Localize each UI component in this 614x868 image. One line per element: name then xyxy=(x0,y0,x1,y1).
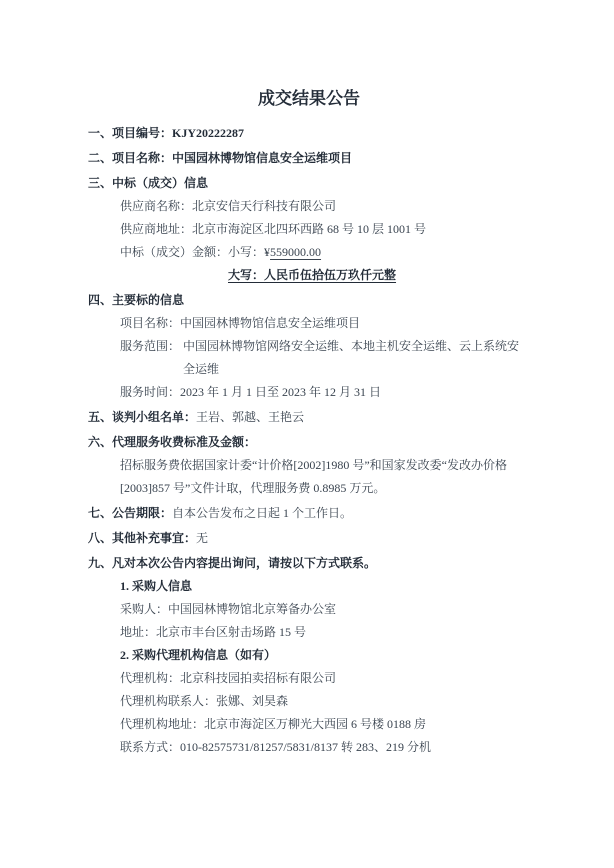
supplier-name-value: 北京安信天行科技有限公司 xyxy=(192,199,337,213)
service-scope-label: 服务范围： xyxy=(120,339,181,353)
announcement-period-value: 自本公告发布之日起 1 个工作日。 xyxy=(172,506,353,520)
service-time-label: 服务时间： xyxy=(120,385,181,399)
service-scope-value: 中国园林博物馆网络安全运维、本地主机安全运维、云上系统安全运维 xyxy=(183,339,520,376)
section-3-number: 三、 xyxy=(88,176,113,190)
agency-contact-label: 代理机构联系人： xyxy=(120,694,217,708)
agency-fee-heading: 代理服务收费标准及金额： xyxy=(112,435,257,449)
section-5-number: 五、 xyxy=(88,410,113,424)
agency-value: 北京科技园拍卖招标有限公司 xyxy=(180,671,337,685)
announcement-period-label: 公告期限： xyxy=(112,506,173,520)
section-1-number: 一、 xyxy=(88,126,113,140)
agency-info-heading-text: 2. 采购代理机构信息（如有） xyxy=(120,648,277,662)
award-amount-line xyxy=(88,241,530,264)
buyer-address-label: 地址： xyxy=(120,625,157,639)
buyer-value: 中国园林博物馆北京筹备办公室 xyxy=(168,602,337,616)
section-1-project-number xyxy=(88,122,530,145)
subject-project-line xyxy=(88,312,530,335)
supplier-address-value: 北京市海淀区北四环西路 68 号 10 层 1001 号 xyxy=(192,222,427,236)
section-7-announcement-period xyxy=(88,502,530,525)
service-scope-line xyxy=(88,335,530,381)
currency-symbol: ¥ xyxy=(264,245,271,259)
panel-list-label: 谈判小组名单： xyxy=(112,410,197,424)
subject-project-label: 项目名称： xyxy=(120,316,181,330)
agency-contact-line xyxy=(88,690,530,713)
subject-info-heading: 主要标的信息 xyxy=(112,293,185,307)
agency-address-value: 北京市海淀区万柳光大西园 6 号楼 0188 房 xyxy=(204,717,427,731)
section-7-number: 七、 xyxy=(88,506,113,520)
agency-label: 代理机构： xyxy=(120,671,181,685)
section-8-number: 八、 xyxy=(88,531,113,545)
project-number-value: KJY20222287 xyxy=(172,126,245,140)
inquiry-contact-heading: 凡对本次公告内容提出询问，请按以下方式联系。 xyxy=(112,556,377,570)
section-4-number: 四、 xyxy=(88,293,113,307)
other-matters-label: 其他补充事宜： xyxy=(112,531,197,545)
agency-address-line xyxy=(88,713,530,736)
contact-phone-label: 联系方式： xyxy=(120,740,181,754)
service-time-value: 2023 年 1 月 1 日至 2023 年 12 月 31 日 xyxy=(180,385,382,399)
amount-numeric-value: 559000.00 xyxy=(270,245,322,259)
section-2-project-name xyxy=(88,147,530,170)
section-4-heading xyxy=(88,289,530,312)
amount-numeric-label: 小写： xyxy=(228,245,265,259)
section-6-number: 六、 xyxy=(88,435,113,449)
contact-phone-value: 010-82575731/81257/5831/8137 转 283、219 分机 xyxy=(180,740,432,754)
buyer-address-value: 北京市丰台区射击场路 15 号 xyxy=(156,625,307,639)
project-number-label: 项目编号： xyxy=(112,126,173,140)
buyer-info-heading-text: 1. 采购人信息 xyxy=(120,579,193,593)
panel-list-value: 王岩、郭越、王艳云 xyxy=(196,410,305,424)
amount-words-line xyxy=(88,264,530,287)
agency-fee-body: 招标服务费依据国家计委“计价格[2002]1980 号”和国家发改委“发改办价格[2003]857 号”文件计取，代理服务费 0.8985 万元。 xyxy=(120,458,507,495)
agency-info-heading xyxy=(88,644,530,667)
amount-words-value: 人民币伍拾伍万玖仟元整 xyxy=(264,268,397,282)
buyer-label: 采购人： xyxy=(120,602,169,616)
agency-contact-value: 张娜、刘昊森 xyxy=(216,694,289,708)
buyer-address-line xyxy=(88,621,530,644)
section-5-panel-list xyxy=(88,406,530,429)
other-matters-value: 无 xyxy=(196,531,209,545)
section-6-heading xyxy=(88,431,530,454)
subject-project-value: 中国园林博物馆信息安全运维项目 xyxy=(180,316,361,330)
section-9-number: 九、 xyxy=(88,556,113,570)
section-9-heading xyxy=(88,552,530,575)
section-3-heading xyxy=(88,172,530,195)
buyer-line xyxy=(88,598,530,621)
section-8-other-matters xyxy=(88,527,530,550)
award-info-heading: 中标（成交）信息 xyxy=(112,176,209,190)
agency-line xyxy=(88,667,530,690)
amount-words-label: 大写： xyxy=(228,268,265,282)
contact-phone-line xyxy=(88,736,530,759)
service-time-line xyxy=(88,381,530,404)
supplier-name-line xyxy=(88,195,530,218)
page-title: 成交结果公告 xyxy=(258,89,360,108)
award-amount-label: 中标（成交）金额： xyxy=(120,245,229,259)
buyer-info-heading xyxy=(88,575,530,598)
project-name-label: 项目名称： xyxy=(112,151,173,165)
section-2-number: 二、 xyxy=(88,151,113,165)
supplier-address-label: 供应商地址： xyxy=(120,222,193,236)
project-name-value: 中国园林博物馆信息安全运维项目 xyxy=(172,151,353,165)
supplier-address-line xyxy=(88,218,530,241)
agency-address-label: 代理机构地址： xyxy=(120,717,205,731)
supplier-name-label: 供应商名称： xyxy=(120,199,193,213)
